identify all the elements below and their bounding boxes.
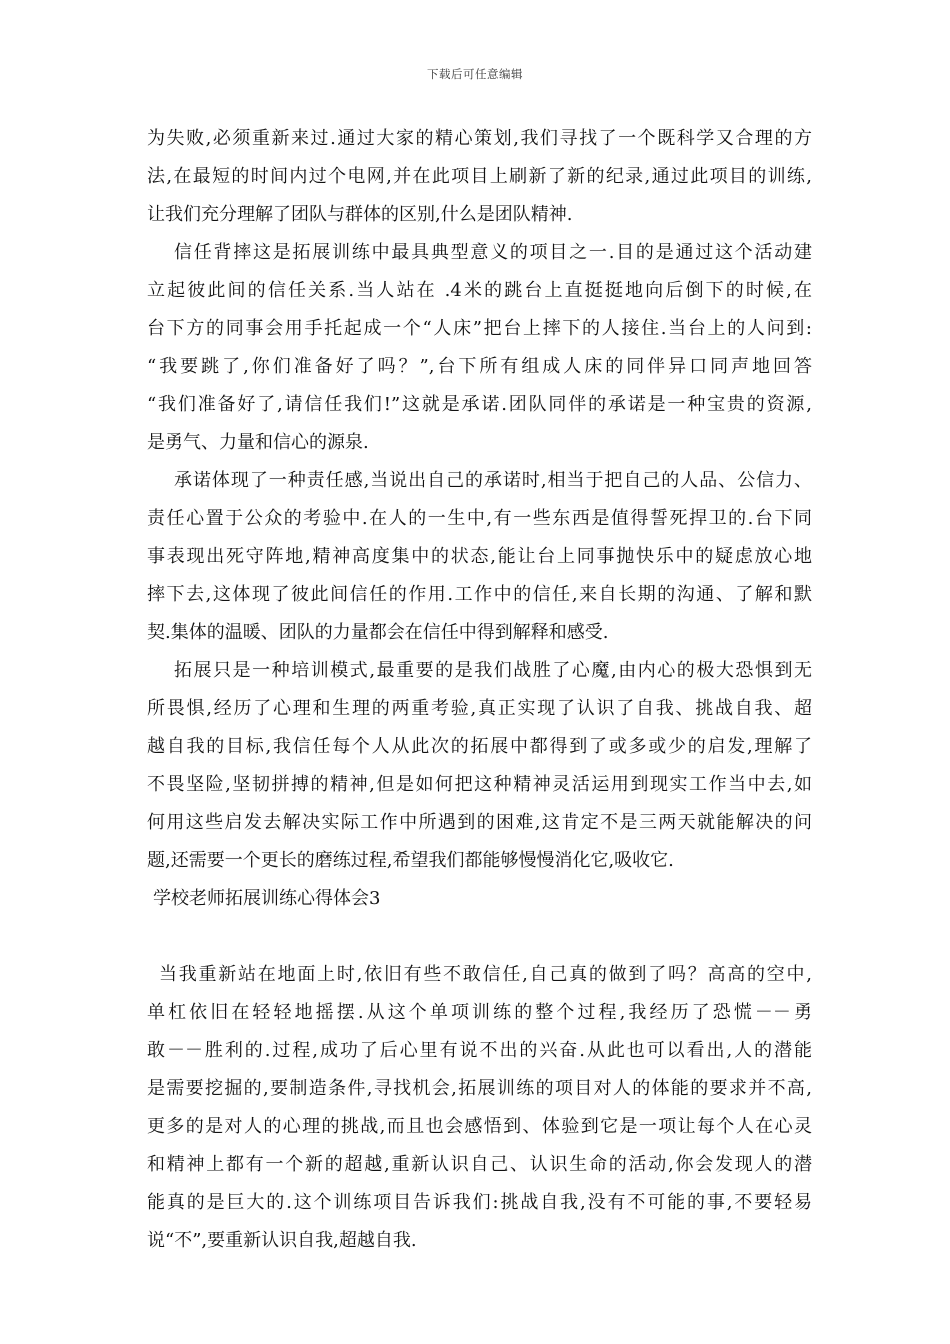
paragraph-2-line-2: 立起彼此间的信任关系.当人站在 .4米的跳台上直挺挺地向后倒下的时候,在 <box>147 280 812 301</box>
paragraph-2-line-3: 台下方的同事会用手托起成一个“人床”把台上摔下的人接住.当台上的人问到: <box>147 318 812 339</box>
paragraph-5-line-6: 和精神上都有一个新的超越,重新认识自己、认识生命的活动,你会发现人的潜 <box>147 1154 812 1175</box>
paragraph-5-line-3: 敢－－胜利的.过程,成功了后心里有说不出的兴奋.从此也可以看出,人的潜能 <box>147 1040 812 1061</box>
paragraph-3-line-4: 摔下去,这体现了彼此间信任的作用.工作中的信任,来自长期的沟通、了解和默 <box>147 584 812 605</box>
paragraph-5-line-2: 单杠依旧在轻轻地摇摆.从这个单项训练的整个过程,我经历了恐慌－－勇 <box>147 1002 812 1023</box>
page-header-note: 下载后可任意编辑 <box>427 67 523 81</box>
paragraph-5-line-8: 说“不”,要重新认识自我,超越自我. <box>147 1230 417 1251</box>
blank-line <box>147 918 812 956</box>
paragraph-5-line-7: 能真的是巨大的.这个训练项目告诉我们:挑战自我,没有不可能的事,不要轻易 <box>147 1192 812 1213</box>
paragraph-2-line-6: 是勇气、力量和信心的源泉. <box>147 432 369 453</box>
paragraph-3-line-2: 责任心置于公众的考验中.在人的一生中,有一些东西是值得誓死捍卫的.台下同 <box>147 508 812 529</box>
paragraph-4-line-6: 题,还需要一个更长的磨练过程,希望我们都能够慢慢消化它,吸收它. <box>147 850 674 871</box>
paragraph-5-line-4: 是需要挖掘的,要制造条件,寻找机会,拓展训练的项目对人的体能的要求并不高, <box>147 1078 812 1099</box>
paragraph-4-line-4: 不畏坚险,坚韧拼搏的精神,但是如何把这种精神灵活运用到现实工作当中去,如 <box>147 774 812 795</box>
section-heading: 学校老师拓展训练心得体会3 <box>153 888 381 909</box>
paragraph-2-line-5: “我们准备好了,请信任我们!”这就是承诺.团队同伴的承诺是一种宝贵的资源, <box>147 394 812 415</box>
paragraph-1-line-3: 让我们充分理解了团队与群体的区别,什么是团队精神. <box>147 204 573 225</box>
paragraph-3-line-3: 事表现出死守阵地,精神高度集中的状态,能让台上同事抛快乐中的疑虑放心地 <box>147 546 812 567</box>
paragraph-4-line-1: 拓展只是一种培训模式,最重要的是我们战胜了心魔,由内心的极大恐惧到无 <box>174 660 812 681</box>
paragraph-2-line-4: “我要跳了,你们准备好了吗？”,台下所有组成人床的同伴异口同声地回答 <box>147 356 812 377</box>
document-body <box>147 120 812 1260</box>
paragraph-4-line-2: 所畏惧,经历了心理和生理的两重考验,真正实现了认识了自我、挑战自我、超 <box>147 698 812 719</box>
paragraph-1-line-1: 为失败,必须重新来过.通过大家的精心策划,我们寻找了一个既科学又合理的方 <box>147 128 812 149</box>
paragraph-5-line-1: 当我重新站在地面上时,依旧有些不敢信任,自己真的做到了吗？高高的空中, <box>159 964 812 985</box>
paragraph-1-line-2: 法,在最短的时间内过个电网,并在此项目上刷新了新的纪录,通过此项目的训练, <box>147 166 812 187</box>
paragraph-4-line-5: 何用这些启发去解决实际工作中所遇到的困难,这肯定不是三两天就能解决的问 <box>147 812 812 833</box>
paragraph-5-line-5: 更多的是对人的心理的挑战,而且也会感悟到、体验到它是一项让每个人在心灵 <box>147 1116 812 1137</box>
paragraph-3-line-1: 承诺体现了一种责任感,当说出自己的承诺时,相当于把自己的人品、公信力、 <box>174 470 812 491</box>
paragraph-4-line-3: 越自我的目标,我信任每个人从此次的拓展中都得到了或多或少的启发,理解了 <box>147 736 812 757</box>
paragraph-2-line-1: 信任背摔这是拓展训练中最具典型意义的项目之一.目的是通过这个活动建 <box>174 242 812 263</box>
paragraph-3-line-5: 契.集体的温暖、团队的力量都会在信任中得到解释和感受. <box>147 622 609 643</box>
